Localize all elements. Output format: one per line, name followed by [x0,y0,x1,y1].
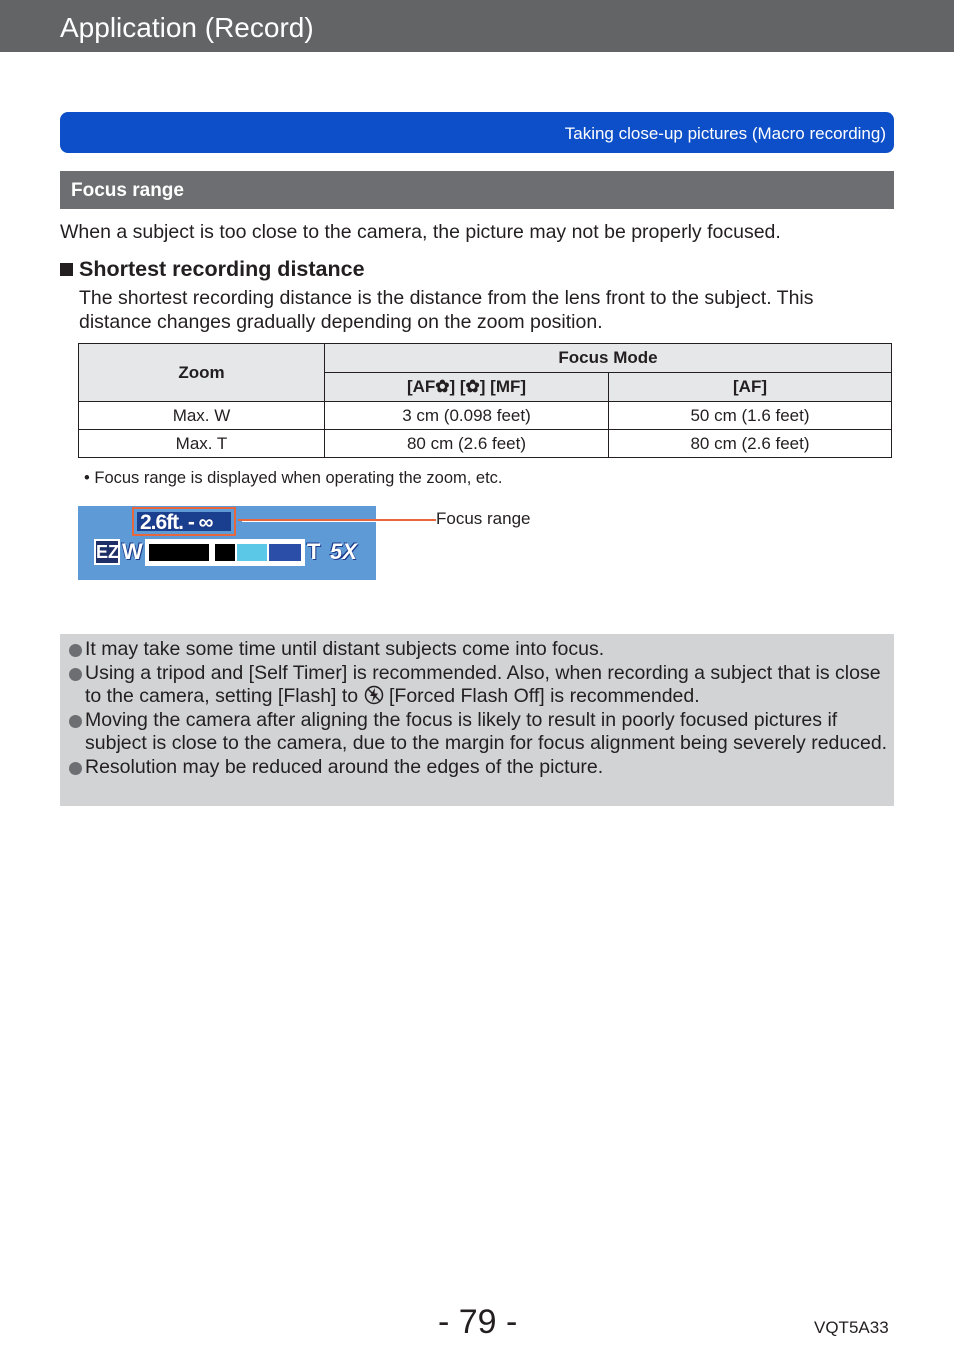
cell-zoom: Max. T [79,430,325,458]
ez-icon: EZ [94,539,120,565]
list-item: Resolution may be reduced around the edges of the picture. [60,756,894,780]
shortest-heading-text: Shortest recording distance [79,257,365,281]
section-banner [60,112,894,153]
bullet-icon [69,762,82,775]
bullet-icon [69,715,82,728]
wide-label: W [122,539,143,564]
callout-line [238,519,436,521]
intro-text: When a subject is too close to the camera, the picture may not be properly focused. [60,221,781,243]
list-item: Moving the camera after aligning the focus is likely to result in poorly focused pictures if subject is close to the camera, due to the margin for focus alignment being severely reduced. [60,709,894,756]
square-bullet-icon [60,263,73,276]
page-title: Application (Record) [60,12,314,43]
bullet-icon [69,668,82,681]
zoom-bar-segment [237,544,267,561]
col-focus-mode-header: Focus Mode [325,344,892,373]
zoom-bar-segment [269,544,301,561]
table-row [79,430,892,458]
page-number: - 79 - [438,1303,518,1341]
col-macro-header: [AF✿] [✿] [MF] [325,373,609,402]
col-zoom-header: Zoom [79,344,325,402]
col-af-header: [AF] [609,373,892,402]
cell-macro: 80 cm (2.6 feet) [325,430,609,458]
cell-af: 80 cm (2.6 feet) [609,430,892,458]
zoom-bar-segment [149,544,209,561]
section-title: Taking close-up pictures (Macro recording) [564,124,886,143]
bullet-icon [69,644,82,657]
focus-range-highlight [132,507,236,536]
callout-label: Focus range [436,509,531,528]
flash-off-icon [364,685,384,705]
tele-label: T [307,539,321,564]
zoom-bar [145,539,305,566]
cell-af: 50 cm (1.6 feet) [609,402,892,430]
lcd-illustration [78,506,376,580]
subheading: Focus range [71,180,184,201]
notes-box [60,634,894,806]
subheading-bar [60,171,894,209]
focus-table [78,343,892,458]
cell-macro: 3 cm (0.098 feet) [325,402,609,430]
top-bar [0,0,954,52]
zoom-ratio: 5X [330,539,357,564]
table-note: • Focus range is displayed when operating the zoom, etc. [84,469,503,487]
list-item: Using a tripod and [Self Timer] is recommended. Also, when recording a subject that is close to the camera, setting [Flash] to [Forced Flash Off] is recommended. [60,662,894,709]
focus-range-readout: 2.6ft. - ∞ [140,511,213,534]
list-item: It may take some time until distant subjects come into focus. [60,638,894,662]
table-row [79,402,892,430]
document-code: VQT5A33 [814,1318,889,1337]
shortest-text: The shortest recording distance is the distance from the lens front to the subject. This distance changes gradually depending on the zoom position. [79,287,814,333]
zoom-bar-segment [215,544,235,561]
cell-zoom: Max. W [79,402,325,430]
shortest-heading [60,257,365,282]
